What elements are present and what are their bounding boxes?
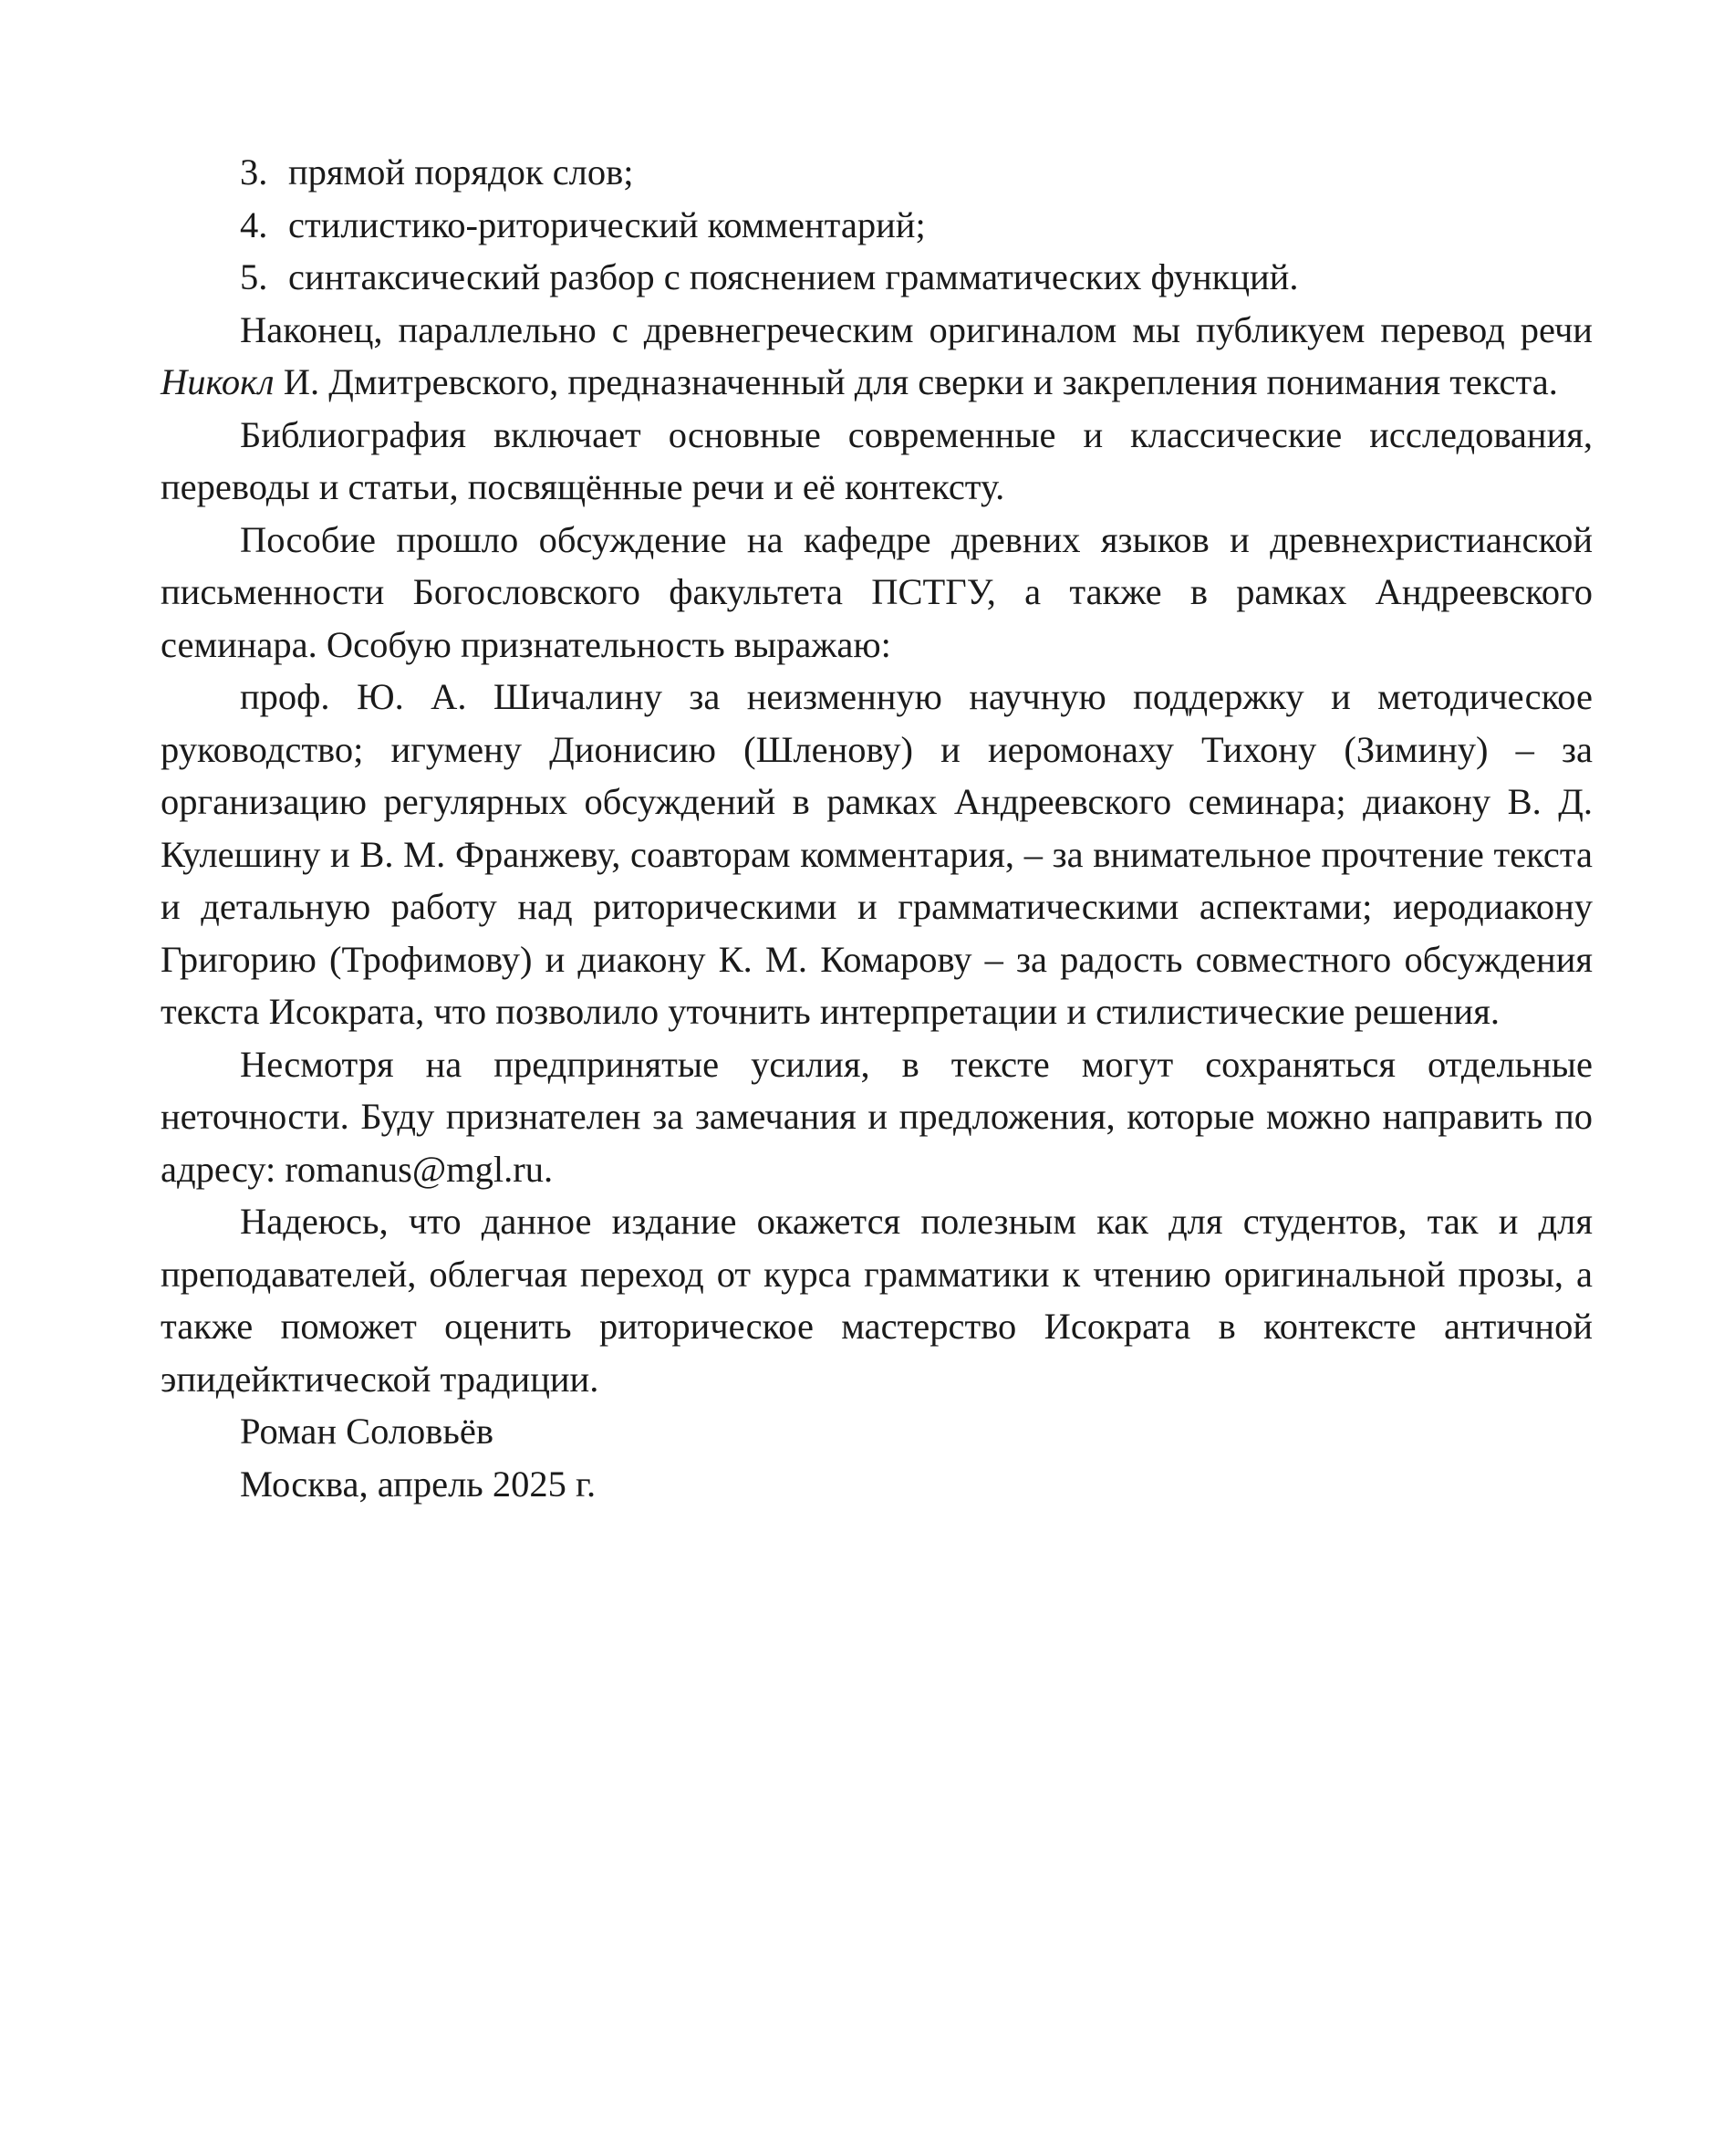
paragraph-bibliography: Библиография включает основные современные и классические исследования, переводы и статьи, посвящённые речи и её контексту. [161, 413, 1593, 507]
list-text: синтаксический разбор с пояснением грамматических функций. [288, 256, 1299, 297]
signature-author: Роман Соловьёв [240, 1411, 494, 1452]
list-number: 3. [240, 151, 268, 193]
list-number: 5. [240, 256, 268, 297]
list-item [161, 251, 1593, 304]
signature-place-date: Москва, апрель 2025 г. [240, 1463, 597, 1505]
paragraph-translation-note [161, 304, 1593, 409]
paragraph-text: Наконец, параллельно с древнегреческим оригиналом мы публикуем перевод речи [240, 308, 1593, 350]
paragraph-discussion: Пособие прошло обсуждение на кафедре древних языков и древнехристианской письменности Богословского факультета ПСТГУ, а также в рамках Андреевского семинара. Особую признательность выражаю: [161, 518, 1593, 665]
paragraph-acknowledgements: проф. Ю. А. Шичалину за неизменную научную поддержку и методическое руководство; игумену Дионисию (Шленову) и иеромонаху Тихону (Зимину) – за организацию регулярных обсуждений в рамках Андреевского семинара; диакону В. Д. Кулешину и В. М. Франжеву, соавторам комментария, – за внимательное прочтение текста и детальную работу над риторическими и грамматическими аспектами; иеродиакону Григорию (Трофимову) и диакону К. М. Комарову – за радость совместного обсуждения текста Исократа, что позволило уточнить интерпретации и стилистические решения. [161, 676, 1593, 1032]
list-text: прямой порядок слов; [288, 151, 634, 193]
list-number: 4. [240, 203, 268, 245]
list-item [161, 146, 1593, 199]
list-item [161, 199, 1593, 252]
list-text: стилистико-риторический комментарий; [288, 203, 926, 245]
paragraph-errata: Несмотря на предпринятые усилия, в тексте могут сохраняться отдельные неточности. Буду признателен за замечания и предложения, которые можно направить по адресу: romanus@mgl.ru. [161, 1043, 1593, 1190]
paragraph-closing: Надеюсь, что данное издание окажется полезным как для студентов, так и для преподавателей, облегчая переход от курса грамматики к чтению оригинальной прозы, а также поможет оценить риторическое мастерство Исократа в контексте античной эпидейктической традиции. [161, 1201, 1593, 1400]
italic-title: Никокл [161, 361, 275, 402]
document-page [161, 146, 1593, 1510]
paragraph-text: И. Дмитревского, предназначенный для сверки и закрепления понимания текста. [274, 361, 1558, 402]
